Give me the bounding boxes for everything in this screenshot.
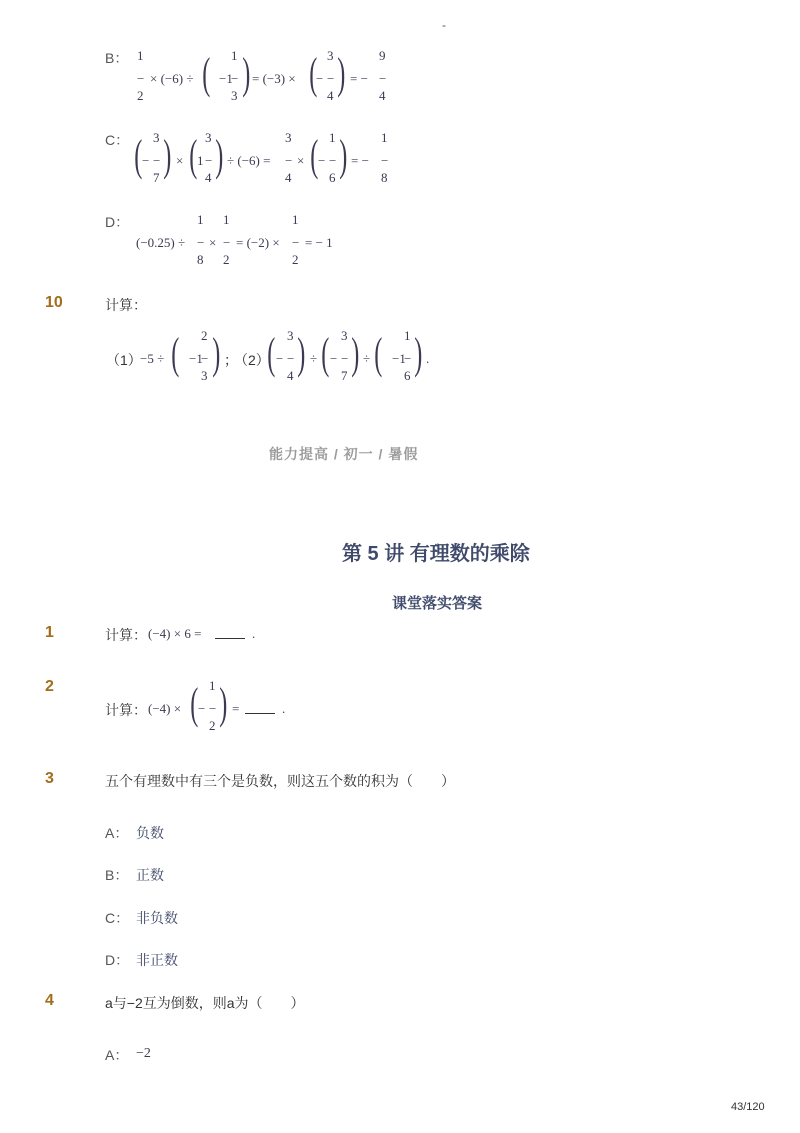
divide-sign: ÷ xyxy=(310,351,318,366)
minus-sign: − xyxy=(318,153,326,168)
fraction-bar: − xyxy=(153,153,161,168)
fraction-numerator: 3 xyxy=(205,130,212,145)
fraction-denominator: 6 xyxy=(329,170,336,185)
right-paren: ) xyxy=(219,679,228,728)
times-sign: × xyxy=(209,235,217,250)
answer-blank[interactable] xyxy=(215,626,245,639)
expression-text: = (−3) × xyxy=(252,71,296,86)
right-paren: ) xyxy=(163,131,172,180)
mixed-whole: 1 xyxy=(197,153,204,168)
lecture-title: 第 5 讲 有理数的乘除 xyxy=(342,543,530,565)
option-d-letter: D： xyxy=(105,952,130,968)
right-paren: ) xyxy=(242,49,251,98)
left-paren: ( xyxy=(171,329,180,378)
expression-text: = − xyxy=(351,153,369,168)
fraction-bar: − xyxy=(381,153,389,168)
fraction-numerator: 9 xyxy=(379,48,386,63)
left-paren: ( xyxy=(190,679,199,728)
times-sign: × xyxy=(176,153,184,168)
question-number: 10 xyxy=(45,294,63,311)
fraction-bar: − xyxy=(327,71,335,86)
top-mark: - xyxy=(442,18,446,32)
fraction-bar: − xyxy=(341,351,349,366)
fraction-bar: − xyxy=(231,71,239,86)
fraction-denominator: 4 xyxy=(205,170,212,185)
option-c-letter: C： xyxy=(105,910,130,926)
option-b-letter: B： xyxy=(105,50,129,66)
fraction-numerator: 1 xyxy=(329,130,336,145)
option-a-letter: A： xyxy=(105,1047,129,1063)
fraction-bar: − xyxy=(379,71,387,86)
fraction-denominator: 8 xyxy=(381,170,388,185)
left-paren: ( xyxy=(309,49,318,98)
fraction-numerator: 3 xyxy=(327,48,334,63)
question-number: 1 xyxy=(45,624,54,641)
fraction-numerator: 1 xyxy=(231,48,238,63)
fraction-denominator: 6 xyxy=(404,368,411,383)
expression-text: (−0.25) ÷ xyxy=(136,235,186,250)
left-paren: ( xyxy=(374,329,383,378)
option-d-text[interactable]: 非正数 xyxy=(136,952,178,968)
fraction-bar: − xyxy=(223,235,231,250)
option-c-letter: C： xyxy=(105,132,130,148)
expression-text: × (−6) ÷ xyxy=(150,71,194,86)
left-paren: ( xyxy=(321,329,330,378)
fraction-numerator: 3 xyxy=(341,328,348,343)
fraction-numerator: 1 xyxy=(381,130,388,145)
expression-text: = (−2) × xyxy=(236,235,280,250)
fraction-bar: − xyxy=(404,351,412,366)
fraction-numerator: 2 xyxy=(201,328,208,343)
fraction-denominator: 8 xyxy=(197,252,204,267)
fraction-numerator: 1 xyxy=(209,678,216,693)
fraction-denominator: 4 xyxy=(379,88,386,103)
fraction-numerator: 1 xyxy=(223,212,230,227)
option-c-text[interactable]: 非负数 xyxy=(136,910,178,926)
section-title: 课堂落实答案 xyxy=(392,595,483,612)
separator: ； xyxy=(224,352,238,368)
fraction-bar: − xyxy=(197,235,205,250)
part-label: （2） xyxy=(234,352,270,368)
fraction-denominator: 2 xyxy=(209,718,216,733)
fraction-bar: − xyxy=(292,235,300,250)
fraction-bar: − xyxy=(205,153,213,168)
fraction-denominator: 7 xyxy=(341,368,348,383)
option-d-letter: D： xyxy=(105,214,130,230)
times-sign: × xyxy=(297,153,305,168)
answer-blank[interactable] xyxy=(245,701,275,714)
equals-sign: = xyxy=(232,701,240,716)
right-paren: ) xyxy=(339,131,348,180)
mixed-number: −1 xyxy=(189,351,203,366)
right-paren: ) xyxy=(297,329,306,378)
fraction-denominator: 4 xyxy=(287,368,294,383)
fraction-bar: − xyxy=(285,153,293,168)
question-stem: 五个有理数中有三个是负数，则这五个数的积为（ ） xyxy=(105,773,455,789)
fraction-numerator: 1 xyxy=(292,212,299,227)
fraction-denominator: 4 xyxy=(327,88,334,103)
fraction-bar: − xyxy=(287,351,295,366)
fraction-denominator: 2 xyxy=(137,88,144,103)
fraction-bar: − xyxy=(201,351,209,366)
page-footer-title: 能力提高 / 初一 / 暑假 xyxy=(269,446,419,462)
left-paren: ( xyxy=(202,49,211,98)
question-stem: 计算： xyxy=(105,702,147,718)
minus-sign: − xyxy=(276,351,284,366)
period: . xyxy=(252,626,256,641)
right-paren: ) xyxy=(414,329,423,378)
fraction-denominator: 3 xyxy=(201,368,208,383)
fraction-bar: − xyxy=(209,701,217,716)
question-number: 4 xyxy=(45,992,54,1009)
left-paren: ( xyxy=(310,131,319,180)
fraction-numerator: 3 xyxy=(285,130,292,145)
option-a-letter: A： xyxy=(105,825,129,841)
fraction-bar: − xyxy=(137,71,145,86)
fraction-denominator: 3 xyxy=(231,88,238,103)
fraction-numerator: 1 xyxy=(404,328,411,343)
mixed-number: −1 xyxy=(392,351,406,366)
question-stem: 计算： xyxy=(105,627,147,643)
expression-text: −5 ÷ xyxy=(140,351,165,366)
fraction-bar: − xyxy=(329,153,337,168)
right-paren: ) xyxy=(351,329,360,378)
question-stem: 计算： xyxy=(105,297,147,313)
right-paren: ) xyxy=(215,131,224,180)
fraction-denominator: 2 xyxy=(223,252,230,267)
fraction-numerator: 1 xyxy=(197,212,204,227)
fraction-denominator: 7 xyxy=(153,170,160,185)
left-paren: ( xyxy=(189,131,198,180)
right-paren: ) xyxy=(212,329,221,378)
expression-text: ÷ (−6) = xyxy=(227,153,271,168)
minus-sign: − xyxy=(330,351,338,366)
fraction-numerator: 1 xyxy=(137,48,144,63)
expression-text: (−4) × xyxy=(148,701,182,716)
fraction-numerator: 3 xyxy=(153,130,160,145)
mixed-number: −1 xyxy=(219,71,233,86)
period: . xyxy=(426,351,430,366)
minus-sign: − xyxy=(316,71,324,86)
fraction-denominator: 2 xyxy=(292,252,299,267)
option-a-text[interactable]: −2 xyxy=(136,1046,151,1061)
question-number: 3 xyxy=(45,770,54,787)
minus-sign: − xyxy=(142,153,150,168)
left-paren: ( xyxy=(267,329,276,378)
fraction-denominator: 4 xyxy=(285,170,292,185)
minus-sign: − xyxy=(198,701,206,716)
question-stem: a与−2互为倒数，则a为（ ） xyxy=(105,995,305,1011)
expression-text: (−4) × 6 = xyxy=(148,626,202,641)
part-label: （1） xyxy=(106,352,142,368)
option-a-text[interactable]: 负数 xyxy=(136,825,164,841)
page-number: 43/120 xyxy=(731,1101,765,1113)
option-b-letter: B： xyxy=(105,867,129,883)
period: . xyxy=(282,701,286,716)
expression-text: = − 1 xyxy=(305,235,333,250)
expression-text: = − xyxy=(350,71,368,86)
right-paren: ) xyxy=(337,49,346,98)
left-paren: ( xyxy=(134,131,143,180)
option-b-text[interactable]: 正数 xyxy=(136,867,164,883)
fraction-numerator: 3 xyxy=(287,328,294,343)
divide-sign: ÷ xyxy=(363,351,371,366)
question-number: 2 xyxy=(45,678,54,695)
